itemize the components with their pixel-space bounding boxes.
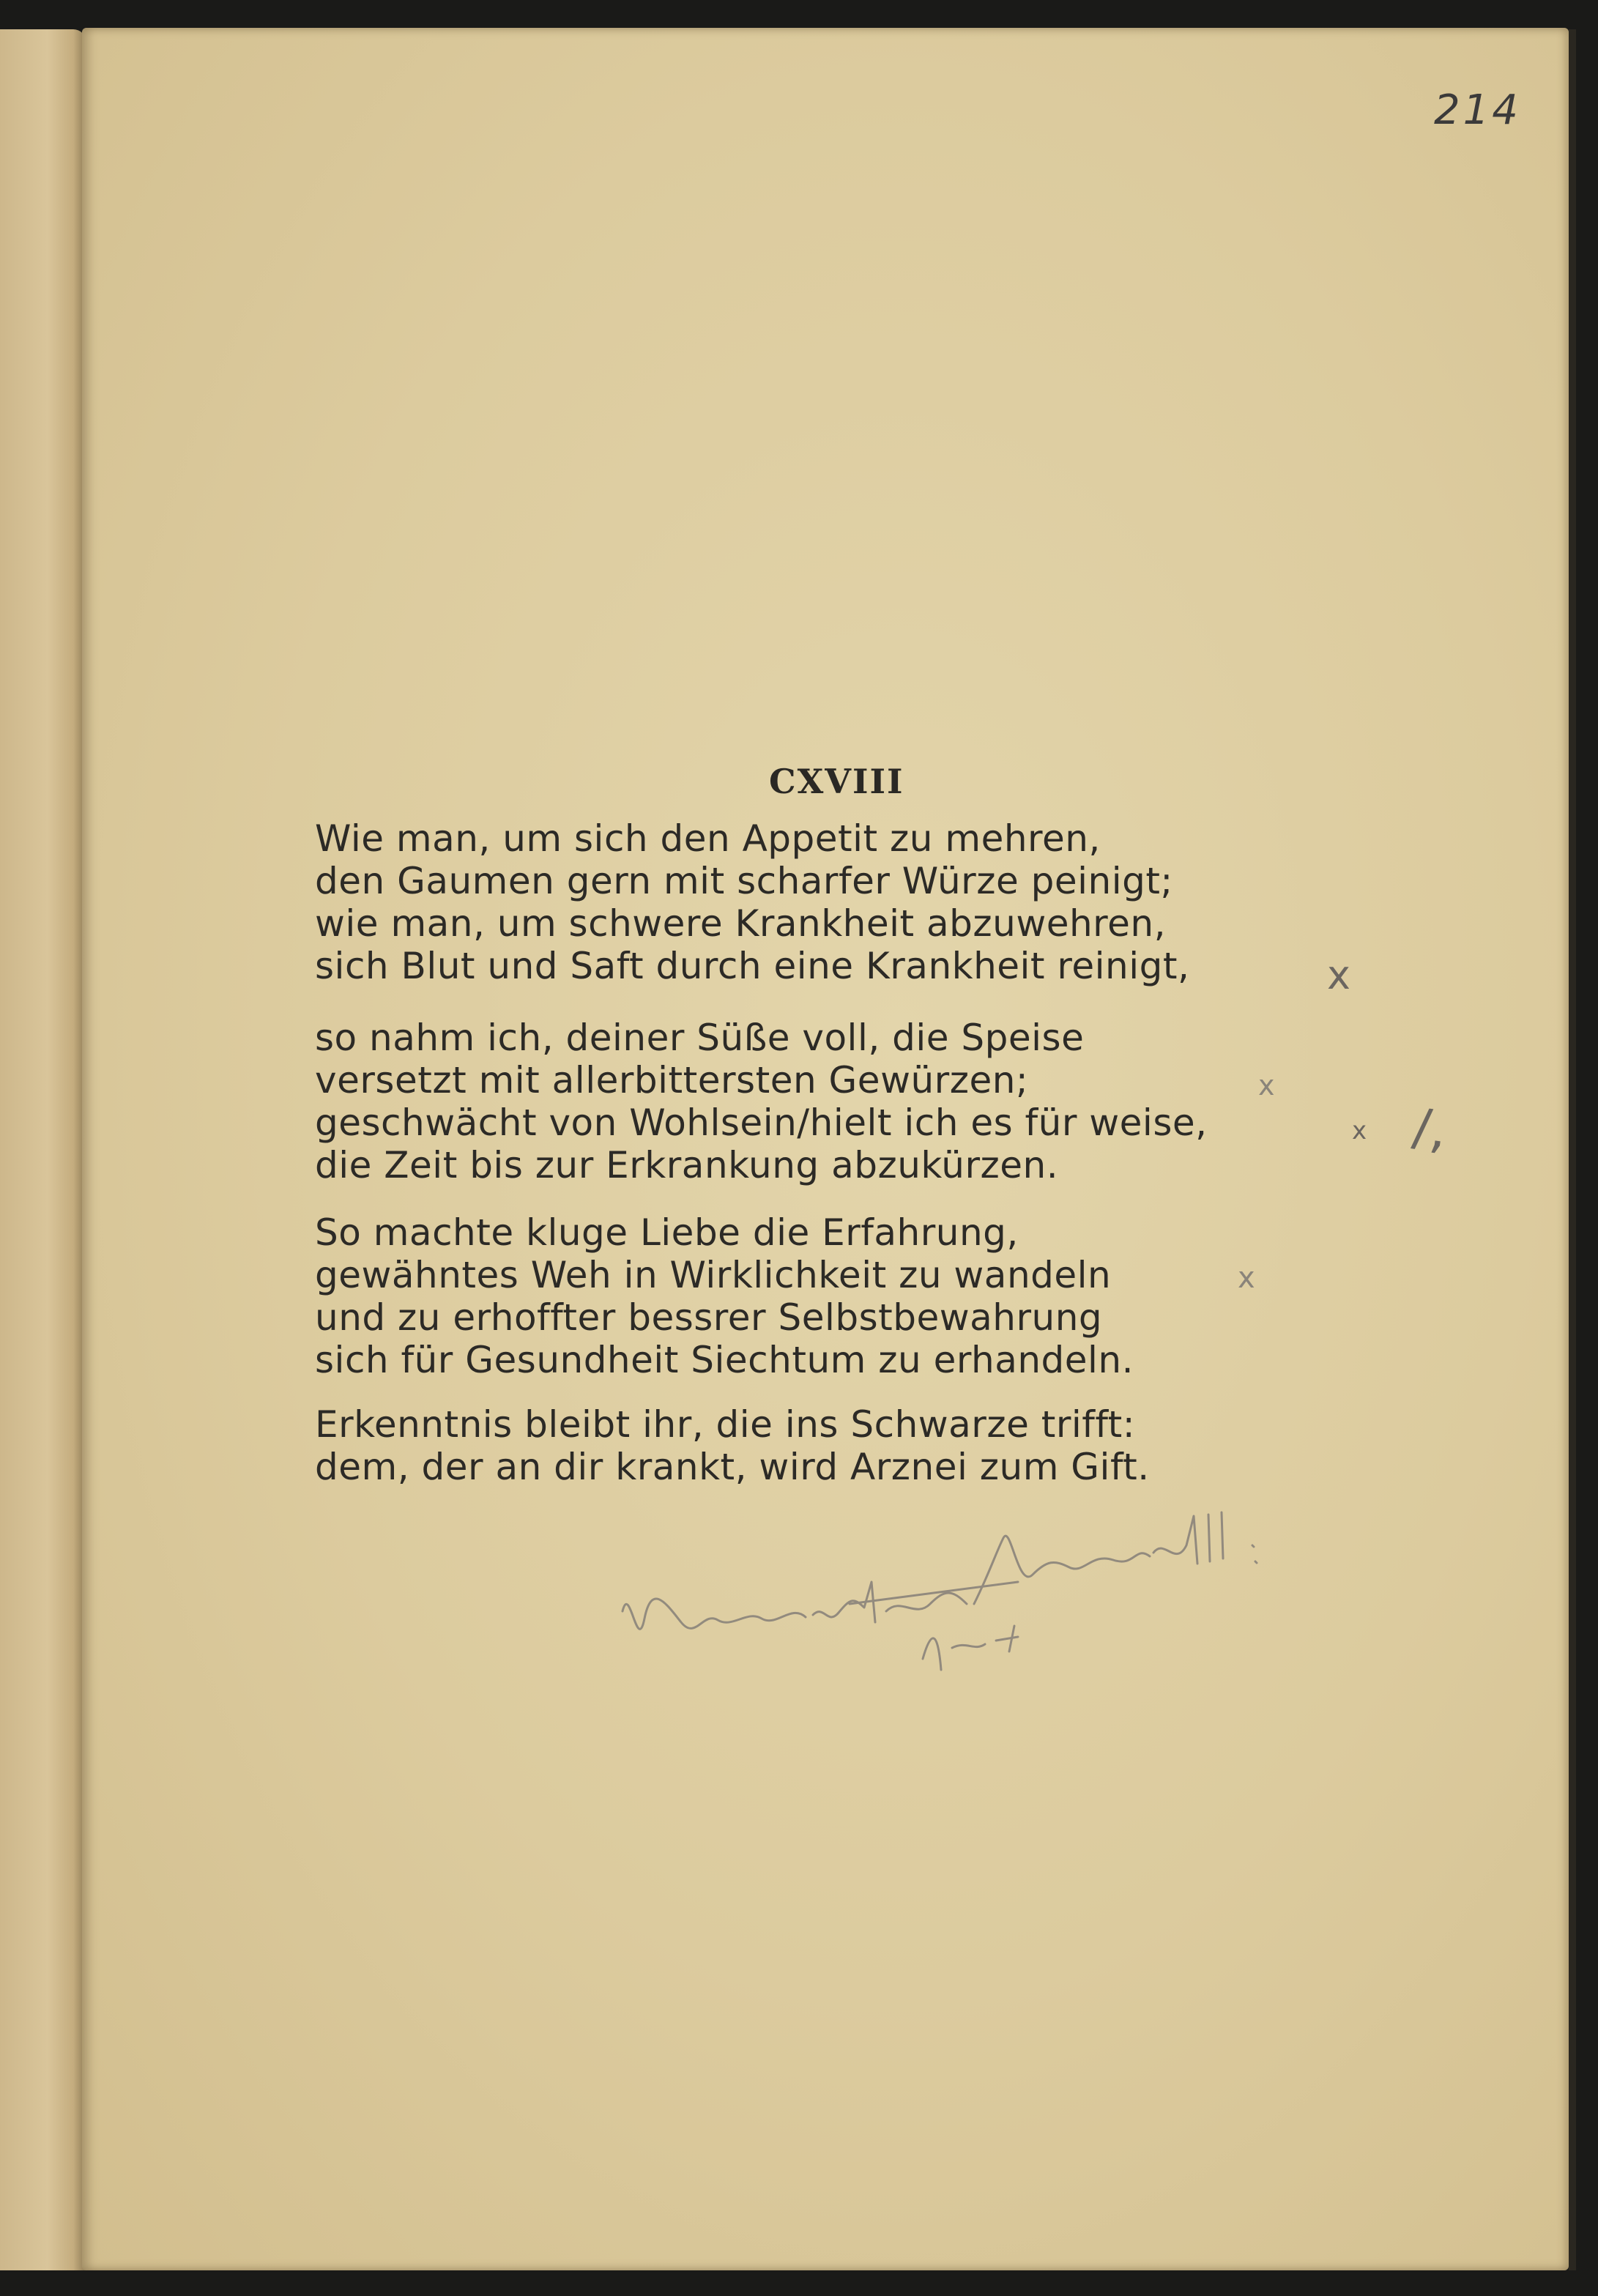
- poem-line: dem, der an dir krankt, wird Arznei zum Gift.: [315, 1446, 1150, 1488]
- handwritten-pencil-note: [608, 1494, 1326, 1684]
- page-number: 214: [1434, 86, 1521, 134]
- margin-mark-x: x: [1327, 952, 1350, 998]
- poem-line: sich für Gesundheit Siechtum zu erhandeln.: [315, 1339, 1134, 1381]
- poem-line: versetzt mit allerbittersten Gewürzen;: [315, 1059, 1029, 1101]
- stanza-1: [315, 817, 1189, 987]
- poem-line: und zu erhoffter bessrer Selbstbewahrung: [315, 1296, 1103, 1339]
- poem-line: Erkenntnis bleibt ihr, die ins Schwarze trifft:: [315, 1403, 1136, 1446]
- poem-title: CXVIII: [769, 762, 904, 801]
- poem-line: wie man, um schwere Krankheit abzuwehren,: [315, 902, 1166, 945]
- poem-line: so nahm ich, deiner Süße voll, die Speise: [315, 1017, 1085, 1059]
- margin-mark-x: x: [1238, 1261, 1255, 1295]
- margin-mark-slash: /,: [1409, 1096, 1452, 1161]
- margin-mark-x: x: [1352, 1116, 1367, 1145]
- stanza-2: [315, 1017, 1208, 1186]
- margin-mark-x: x: [1258, 1069, 1275, 1101]
- poem-line: gewähntes Weh in Wirklichkeit zu wandeln: [315, 1254, 1112, 1296]
- poem-line: die Zeit bis zur Erkrankung abzukürzen.: [315, 1144, 1059, 1186]
- stanza-4: [315, 1403, 1150, 1488]
- left-page-edge: [0, 29, 86, 2270]
- poem-line: Wie man, um sich den Appetit zu mehren,: [315, 817, 1101, 860]
- poem-line: geschwächt von Wohlsein/hielt ich es für weise,: [315, 1101, 1208, 1144]
- poem-line: sich Blut und Saft durch eine Krankheit reinigt,: [315, 945, 1190, 987]
- page-shadow-edge: [1569, 29, 1576, 2270]
- stanza-3: [315, 1211, 1134, 1381]
- poem-line: So machte kluge Liebe die Erfahrung,: [315, 1211, 1019, 1254]
- poem-line: den Gaumen gern mit scharfer Würze peinigt;: [315, 860, 1173, 902]
